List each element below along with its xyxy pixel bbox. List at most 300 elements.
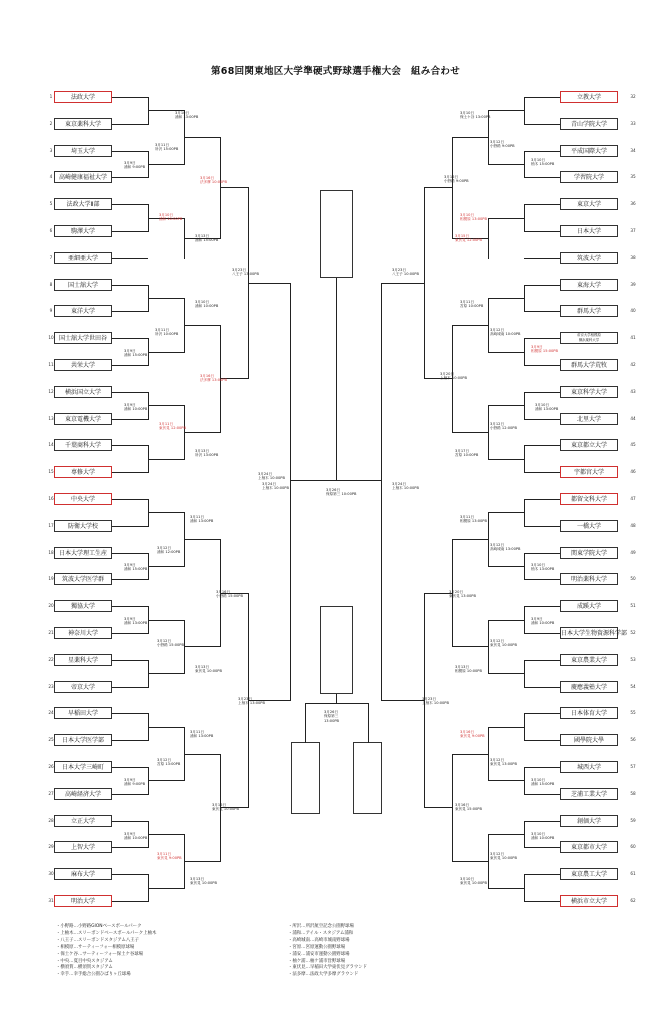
bracket-line <box>488 673 524 674</box>
bracket-line <box>524 847 560 848</box>
match-info: 3月10日 柚木 15:00PB <box>531 158 555 167</box>
seed-number: 12 <box>48 388 54 394</box>
bracket-line <box>524 177 560 178</box>
bracket-line <box>112 713 148 714</box>
team-box: 日本大学三崎町 <box>54 761 112 773</box>
team-box: 関東学院大学 <box>560 547 618 559</box>
seed-number: 51 <box>630 603 636 609</box>
team-box: 獨協大学 <box>54 600 112 612</box>
bracket-line <box>148 164 184 165</box>
match-info: 3月10日 保土ケ谷 13:00PB <box>460 111 491 120</box>
seed-number: 38 <box>630 254 636 260</box>
team-box: 高崎健康福祉大学 <box>54 171 112 183</box>
team-box: 学習院大学 <box>560 171 618 183</box>
bracket-line <box>524 151 525 179</box>
match-info: 3月10日 浦和 13:00PB <box>175 111 199 120</box>
match-info: 3月11日 東伏見 12:00PB <box>159 422 186 431</box>
bracket-line <box>112 499 148 500</box>
seed-number: 23 <box>48 683 54 689</box>
bracket-line <box>488 834 524 835</box>
bracket-line <box>368 703 369 743</box>
seed-number: 55 <box>630 710 636 716</box>
seed-number: 1 <box>49 94 53 99</box>
seed-number: 8 <box>49 281 53 287</box>
final-box-upper <box>320 190 353 278</box>
team-box: 共栄大学 <box>54 359 112 371</box>
bracket-line <box>488 620 489 675</box>
team-box: 立教大学 <box>560 91 618 103</box>
seed-number: 33 <box>630 120 636 126</box>
venue-legend-item: ・宮原…宮原運動公園野球場 <box>288 944 346 950</box>
team-box: 平成国際大学 <box>560 145 618 157</box>
match-info: 3月10日 浦和 10:00PB <box>195 300 219 309</box>
seed-number: 40 <box>630 308 636 314</box>
bracket-line <box>112 311 148 312</box>
bracket-line <box>112 767 148 768</box>
bracket-line <box>524 392 560 393</box>
bracket-line <box>524 713 525 741</box>
team-box: 東京農工大学 <box>560 868 618 880</box>
bracket-line <box>112 794 148 795</box>
bracket-line <box>112 365 148 366</box>
seed-number: 35 <box>630 174 636 180</box>
bracket-line <box>112 258 148 259</box>
bracket-line <box>524 419 560 420</box>
bracket-line <box>452 754 488 755</box>
bracket-line <box>148 727 184 728</box>
seed-number: 25 <box>48 737 54 743</box>
bracket-line <box>424 187 452 188</box>
seed-number: 34 <box>630 147 636 153</box>
match-info: 3月9日 浦和 10:00PB <box>124 832 148 841</box>
bracket-line <box>524 445 525 473</box>
bracket-line <box>112 821 148 822</box>
bracket-line <box>148 459 184 460</box>
venue-legend-left <box>56 924 156 979</box>
bracket-line <box>112 151 148 152</box>
team-box: 日本体育大学 <box>560 707 618 719</box>
match-info: 3月26日 保原第三 10:00PB <box>326 488 357 497</box>
bracket-line <box>524 499 560 500</box>
seed-number: 19 <box>48 576 54 582</box>
venue-legend-item: ・東伏見…早稲田大学東伏見グラウンド <box>288 965 368 971</box>
bracket-line <box>112 874 148 875</box>
bracket-line <box>524 285 560 286</box>
bracket-line <box>112 847 148 848</box>
bracket-line <box>148 673 184 674</box>
team-box: 筑波大学医学群 <box>54 573 112 585</box>
seed-number: 4 <box>49 174 53 180</box>
bracket-line <box>524 606 525 634</box>
bracket-line <box>524 553 525 581</box>
match-info: 3月23日 八王子 13:00PB <box>232 268 259 277</box>
bracket-line <box>488 405 489 460</box>
team-box: 東京都立大学 <box>560 439 618 451</box>
team-box: 星薬科大学 <box>54 654 112 666</box>
match-info: 3月9日 浦和 13:00PB <box>124 617 148 626</box>
seed-number: 6 <box>49 228 53 233</box>
bracket-line <box>336 694 337 704</box>
bracket-line <box>148 352 184 353</box>
bracket-line <box>112 285 148 286</box>
bracket-line <box>148 566 184 567</box>
team-box: 國學院大學 <box>560 734 618 746</box>
bracket-line <box>112 338 148 339</box>
match-info: 3月20日 東伏見 13:00PB <box>449 590 476 599</box>
match-info: 3月16日 法多摩 13:00PB <box>200 374 227 383</box>
team-box: 日本大学 <box>560 225 618 237</box>
bracket-line <box>452 325 488 326</box>
bracket-line <box>524 821 560 822</box>
match-info: 3月13日 相模原 10:00PB <box>455 665 482 674</box>
venue-legend-item: ・相模原…サーティーフォー相模原球場 <box>56 944 135 950</box>
seed-number: 39 <box>630 281 636 287</box>
seed-number: 42 <box>630 362 636 367</box>
match-info: 3月12日 東伏見 10:00PB <box>490 639 517 648</box>
bracket-line <box>381 283 382 701</box>
bracket-line <box>452 646 488 647</box>
seed-number: 9 <box>49 308 53 314</box>
seed-number: 49 <box>630 549 636 555</box>
match-info: 3月12日 小野路 9:00PB <box>490 140 515 149</box>
bracket-line <box>305 703 306 743</box>
match-info: 3月11日 所沢 10:00PB <box>155 328 179 337</box>
venue-legend-item: ・浦安…浦安市運動公園野球場 <box>288 951 350 957</box>
bracket-line <box>524 97 560 98</box>
bracket-line <box>524 204 560 205</box>
match-info: 3月12日 宮原 13:00PB <box>157 758 181 767</box>
match-info: 3月11日 東伏見 9:00PB <box>157 852 182 861</box>
match-info: 3月10日 浦和 10:00PB <box>531 832 555 841</box>
bracket-line <box>424 187 425 379</box>
match-info: 3月16日 東伏見 15:00PB <box>455 803 482 812</box>
team-box: 早稲田大学 <box>54 707 112 719</box>
match-info: 3月16日 東伏見 9:00PB <box>460 730 485 739</box>
bracket-line <box>488 888 524 889</box>
bracket-line <box>381 283 424 284</box>
team-box: 東京大学 <box>560 198 618 210</box>
seed-number: 7 <box>49 254 53 260</box>
team-box: 日本大学医学部 <box>54 734 112 746</box>
bracket-line <box>290 283 291 701</box>
team-box: 神奈川大学 <box>54 627 112 639</box>
seed-number: 47 <box>630 496 636 501</box>
bracket-line <box>524 338 525 366</box>
team-box: 都留文科大学 <box>560 493 618 505</box>
seed-number: 43 <box>630 388 636 394</box>
match-info: 3月12日 東伏見 10:00PB <box>490 852 517 861</box>
match-info: 3月16日 小野路 9:00PB <box>444 175 469 184</box>
bracket-line <box>184 432 220 433</box>
seed-number: 10 <box>48 335 54 341</box>
match-info: 3月9日 相模原 15:00PB <box>531 345 558 354</box>
match-info: 3月16日 東伏見 10:00PB <box>212 803 239 812</box>
team-box: 明治大学 <box>54 895 112 907</box>
seed-number: 37 <box>630 228 636 233</box>
bracket-line <box>488 405 524 406</box>
seed-number: 18 <box>48 549 54 555</box>
bracket-line <box>524 124 560 125</box>
bracket-line <box>148 405 184 406</box>
seed-number: 62 <box>630 898 636 903</box>
team-box: 北里大学 <box>560 413 618 425</box>
seed-number: 61 <box>630 871 636 877</box>
seed-number: 16 <box>48 496 54 501</box>
seed-number: 13 <box>48 415 54 421</box>
match-info: 3月10日 浦和 13:00PB <box>535 403 559 412</box>
seed-number: 50 <box>630 576 636 582</box>
match-info: 3月13日 所沢 13:00PB <box>195 449 219 458</box>
seed-number: 57 <box>630 764 636 769</box>
bracket-line <box>148 298 184 299</box>
venue-legend-item: ・高崎城南…高崎市城南野球場 <box>288 937 350 943</box>
seed-number: 27 <box>48 790 54 796</box>
bracket-line <box>112 579 148 580</box>
venue-legend-right <box>288 924 367 979</box>
match-info: 3月11日 所沢 15:00PB <box>155 143 179 152</box>
team-box: 埼玉大学 <box>54 145 112 157</box>
team-box: 駒澤大学 <box>54 225 112 237</box>
bracket-line <box>184 861 220 862</box>
bracket-line <box>524 687 560 688</box>
team-box: 一橋大学 <box>560 520 618 532</box>
seed-number: 30 <box>48 871 54 877</box>
bracket-line <box>524 258 560 259</box>
seed-number: 56 <box>630 737 636 743</box>
third-place-box-left <box>291 742 320 814</box>
match-info: 3月17日 宮原 10:00PB <box>455 449 479 458</box>
match-info: 3月12日 小野路 15:00PB <box>157 639 184 648</box>
seed-number: 17 <box>48 522 54 528</box>
bracket-line <box>524 767 560 768</box>
bracket-line <box>184 646 220 647</box>
team-box: 東京都市大学 <box>560 841 618 853</box>
team-box: 東京農業大学 <box>560 654 618 666</box>
bracket-line <box>524 526 560 527</box>
seed-number: 2 <box>49 120 53 126</box>
seed-number: 5 <box>49 201 53 207</box>
seed-number: 36 <box>630 201 636 207</box>
bracket-line <box>148 780 184 781</box>
match-info: 3月13日 浦和 15:00PB <box>195 234 219 243</box>
third-place-box-right <box>353 742 382 814</box>
team-box: 亜細亜大学 <box>54 252 112 264</box>
bracket-line <box>488 727 524 728</box>
bracket-line <box>381 700 424 701</box>
match-info: 3月11日 相模原 13:00PB <box>460 515 487 524</box>
seed-number: 46 <box>630 469 636 475</box>
bracket-line <box>112 177 148 178</box>
bracket-line <box>524 821 525 849</box>
bracket-line <box>524 660 560 661</box>
final-box-lower <box>320 606 353 694</box>
bracket-line <box>336 480 381 481</box>
match-info: 3月24日 上柚木 10:00PB <box>392 482 419 491</box>
seed-number: 48 <box>630 522 636 528</box>
match-info: 3月13日 東伏見 10:00PB <box>195 665 222 674</box>
seed-number: 58 <box>630 790 636 796</box>
bracket-line <box>112 526 148 527</box>
match-info: 3月12日 東伏見 13:00PB <box>490 758 517 767</box>
team-box: 明治薬科大学 <box>560 573 618 585</box>
seed-number: 53 <box>630 656 636 662</box>
bracket-line <box>452 137 488 138</box>
match-info: 3月10日 相模原 13:00PB <box>460 213 487 222</box>
venue-legend-item: ・中央…夏目中央スタジアム <box>56 958 113 964</box>
bracket-line <box>488 110 524 111</box>
bracket-line <box>524 365 560 366</box>
seed-number: 14 <box>48 442 54 448</box>
bracket-line <box>488 352 524 353</box>
bracket-line <box>112 419 148 420</box>
team-box: 立正大学 <box>54 815 112 827</box>
bracket-line <box>488 834 489 889</box>
bracket-line <box>524 499 525 527</box>
bracket-line <box>452 754 453 862</box>
team-box: 防衛大学校 <box>54 520 112 532</box>
bracket-line <box>524 285 525 313</box>
match-info: 3月15日 東伏見 12:00PB <box>455 234 482 243</box>
bracket-line <box>524 445 560 446</box>
bracket-line <box>452 861 488 862</box>
match-info: 3月26日 保原第三 13:00PB <box>324 710 339 723</box>
bracket-line <box>488 620 524 621</box>
seed-number: 52 <box>630 630 636 635</box>
team-box: 青山学院大学 <box>560 118 618 130</box>
match-info: 3月11日 浦和 13:00PB <box>190 515 214 524</box>
bracket-line <box>112 472 148 473</box>
team-box: 創価大学 <box>560 815 618 827</box>
seed-number: 41 <box>630 335 636 341</box>
venue-legend-item: ・所沢…所沢航空記念公園野球場 <box>288 924 354 929</box>
bracket-line <box>148 512 184 513</box>
team-box: 千葉商科大学 <box>54 439 112 451</box>
bracket-line <box>112 553 148 554</box>
match-info: 3月10日 東伏見 10:00PB <box>460 877 487 886</box>
bracket-line <box>112 392 148 393</box>
bracket-line <box>112 633 148 634</box>
bracket-line <box>524 579 560 580</box>
bracket-line <box>524 874 525 902</box>
match-info: 3月9日 浦和 10:00PB <box>124 403 148 412</box>
bracket-line <box>524 633 560 634</box>
bracket-line <box>248 283 290 284</box>
match-info: 3月9日 浦和 15:00PB <box>124 349 148 358</box>
bracket-line <box>488 164 524 165</box>
venue-legend-item: ・八王子…スリーボンドスタジアム八王子 <box>56 937 140 943</box>
page-title: 第68回関東地区大学準硬式野球選手権大会 組み合わせ <box>210 66 461 77</box>
bracket-line <box>524 713 560 714</box>
match-info: 3月16日 法多摩 10:00PB <box>200 176 227 185</box>
match-info: 3月23日 上柚木 10:00PB <box>422 697 449 706</box>
venue-legend-item: ・柚ケ浦…柚ケ浦市営野球場 <box>288 958 346 964</box>
match-info: 3月23日 八王子 10:00PB <box>392 268 419 277</box>
match-info: 3月11日 浦和 13:00PB <box>190 730 214 739</box>
match-info: 3月13日 東伏見 10:00PB <box>190 877 217 886</box>
bracket-line <box>488 512 524 513</box>
bracket-line <box>488 727 489 782</box>
bracket-line <box>524 794 560 795</box>
bracket-line <box>524 740 560 741</box>
match-info: 3月12日 浦和 12:00PB <box>157 546 181 555</box>
bracket-line <box>488 218 524 219</box>
match-info: 3月9日 浦和 10:00PB <box>531 617 555 626</box>
bracket-line <box>220 187 248 188</box>
bracket-line <box>488 566 524 567</box>
team-box: 横浜市立大学 <box>560 895 618 907</box>
seed-number: 44 <box>630 415 636 421</box>
match-info: 3月12日 高崎城南 13:00PB <box>490 543 521 552</box>
bracket-line <box>524 311 560 312</box>
team-box: 芝浦工業大学 <box>560 788 618 800</box>
seed-number: 21 <box>48 630 54 635</box>
team-box: 東京科学大学 <box>560 386 618 398</box>
bracket-line <box>524 392 525 420</box>
team-box: 横浜国立大学 <box>54 386 112 398</box>
seed-number: 20 <box>48 603 54 609</box>
bracket-line <box>488 298 489 353</box>
match-info: 3月10日 浦和 10:00PB <box>159 213 183 222</box>
seed-number: 54 <box>630 683 636 689</box>
bracket-line <box>488 298 524 299</box>
bracket-line <box>336 278 337 481</box>
bracket-line <box>184 754 220 755</box>
bracket-line <box>112 660 148 661</box>
match-info: 3月11日 宮原 10:00PB <box>460 300 484 309</box>
bracket-line <box>488 512 489 567</box>
bracket-line <box>112 124 148 125</box>
bracket-line <box>424 593 452 594</box>
match-info: 3月24日 上柚木 10:00PB <box>262 482 289 491</box>
seed-number: 11 <box>48 362 54 367</box>
venue-legend-item: ・上柚木…スリーボンドベースボールパーク上柚木 <box>56 930 157 936</box>
team-box: 筑波大学 <box>560 252 618 264</box>
team-box: 上智大学 <box>54 841 112 853</box>
match-info: 3月16日 小野路 15:00PB <box>216 590 243 599</box>
venue-legend-item: ・小野路…小野路GIONベースボールパーク <box>56 924 142 929</box>
match-info: 3月10日 柚木 13:00PB <box>531 563 555 572</box>
team-box: 帝京大学相模原 横浜薬科大学 <box>560 332 618 344</box>
bracket-line <box>112 231 148 232</box>
bracket-line <box>524 151 560 152</box>
match-info: 3月23日 上柚木 13:00PB <box>238 697 265 706</box>
seed-number: 28 <box>48 817 54 823</box>
bracket-line <box>524 472 560 473</box>
team-box: 東洋大学 <box>54 305 112 317</box>
seed-number: 3 <box>49 147 53 153</box>
match-info: 3月9日 浦和 9:00PB <box>124 778 146 787</box>
seed-number: 32 <box>630 94 636 99</box>
venue-legend-item: ・横須賀…横須賀スタジアム <box>56 965 113 971</box>
match-info: 3月24日 上柚木 10:00PB <box>258 472 285 481</box>
venue-legend-item: ・浦和…アイル・スタジアム浦和 <box>288 930 354 936</box>
bracket-line <box>148 888 184 889</box>
bracket-line <box>148 620 184 621</box>
team-box: 高崎経済大学 <box>54 788 112 800</box>
team-box: 群馬大学 <box>560 305 618 317</box>
team-box: 帝京大学 <box>54 681 112 693</box>
team-box: 宇都宮大学 <box>560 466 618 478</box>
bracket-line <box>148 834 184 835</box>
bracket-line <box>290 480 336 481</box>
bracket-line <box>112 740 148 741</box>
bracket-line <box>184 539 220 540</box>
bracket-line <box>112 445 148 446</box>
team-box: 国士舘大学世田谷 <box>54 332 112 344</box>
team-box: 東京電機大学 <box>54 413 112 425</box>
seed-number: 29 <box>48 844 54 850</box>
team-box: 法政大学Ⅱ部 <box>54 198 112 210</box>
